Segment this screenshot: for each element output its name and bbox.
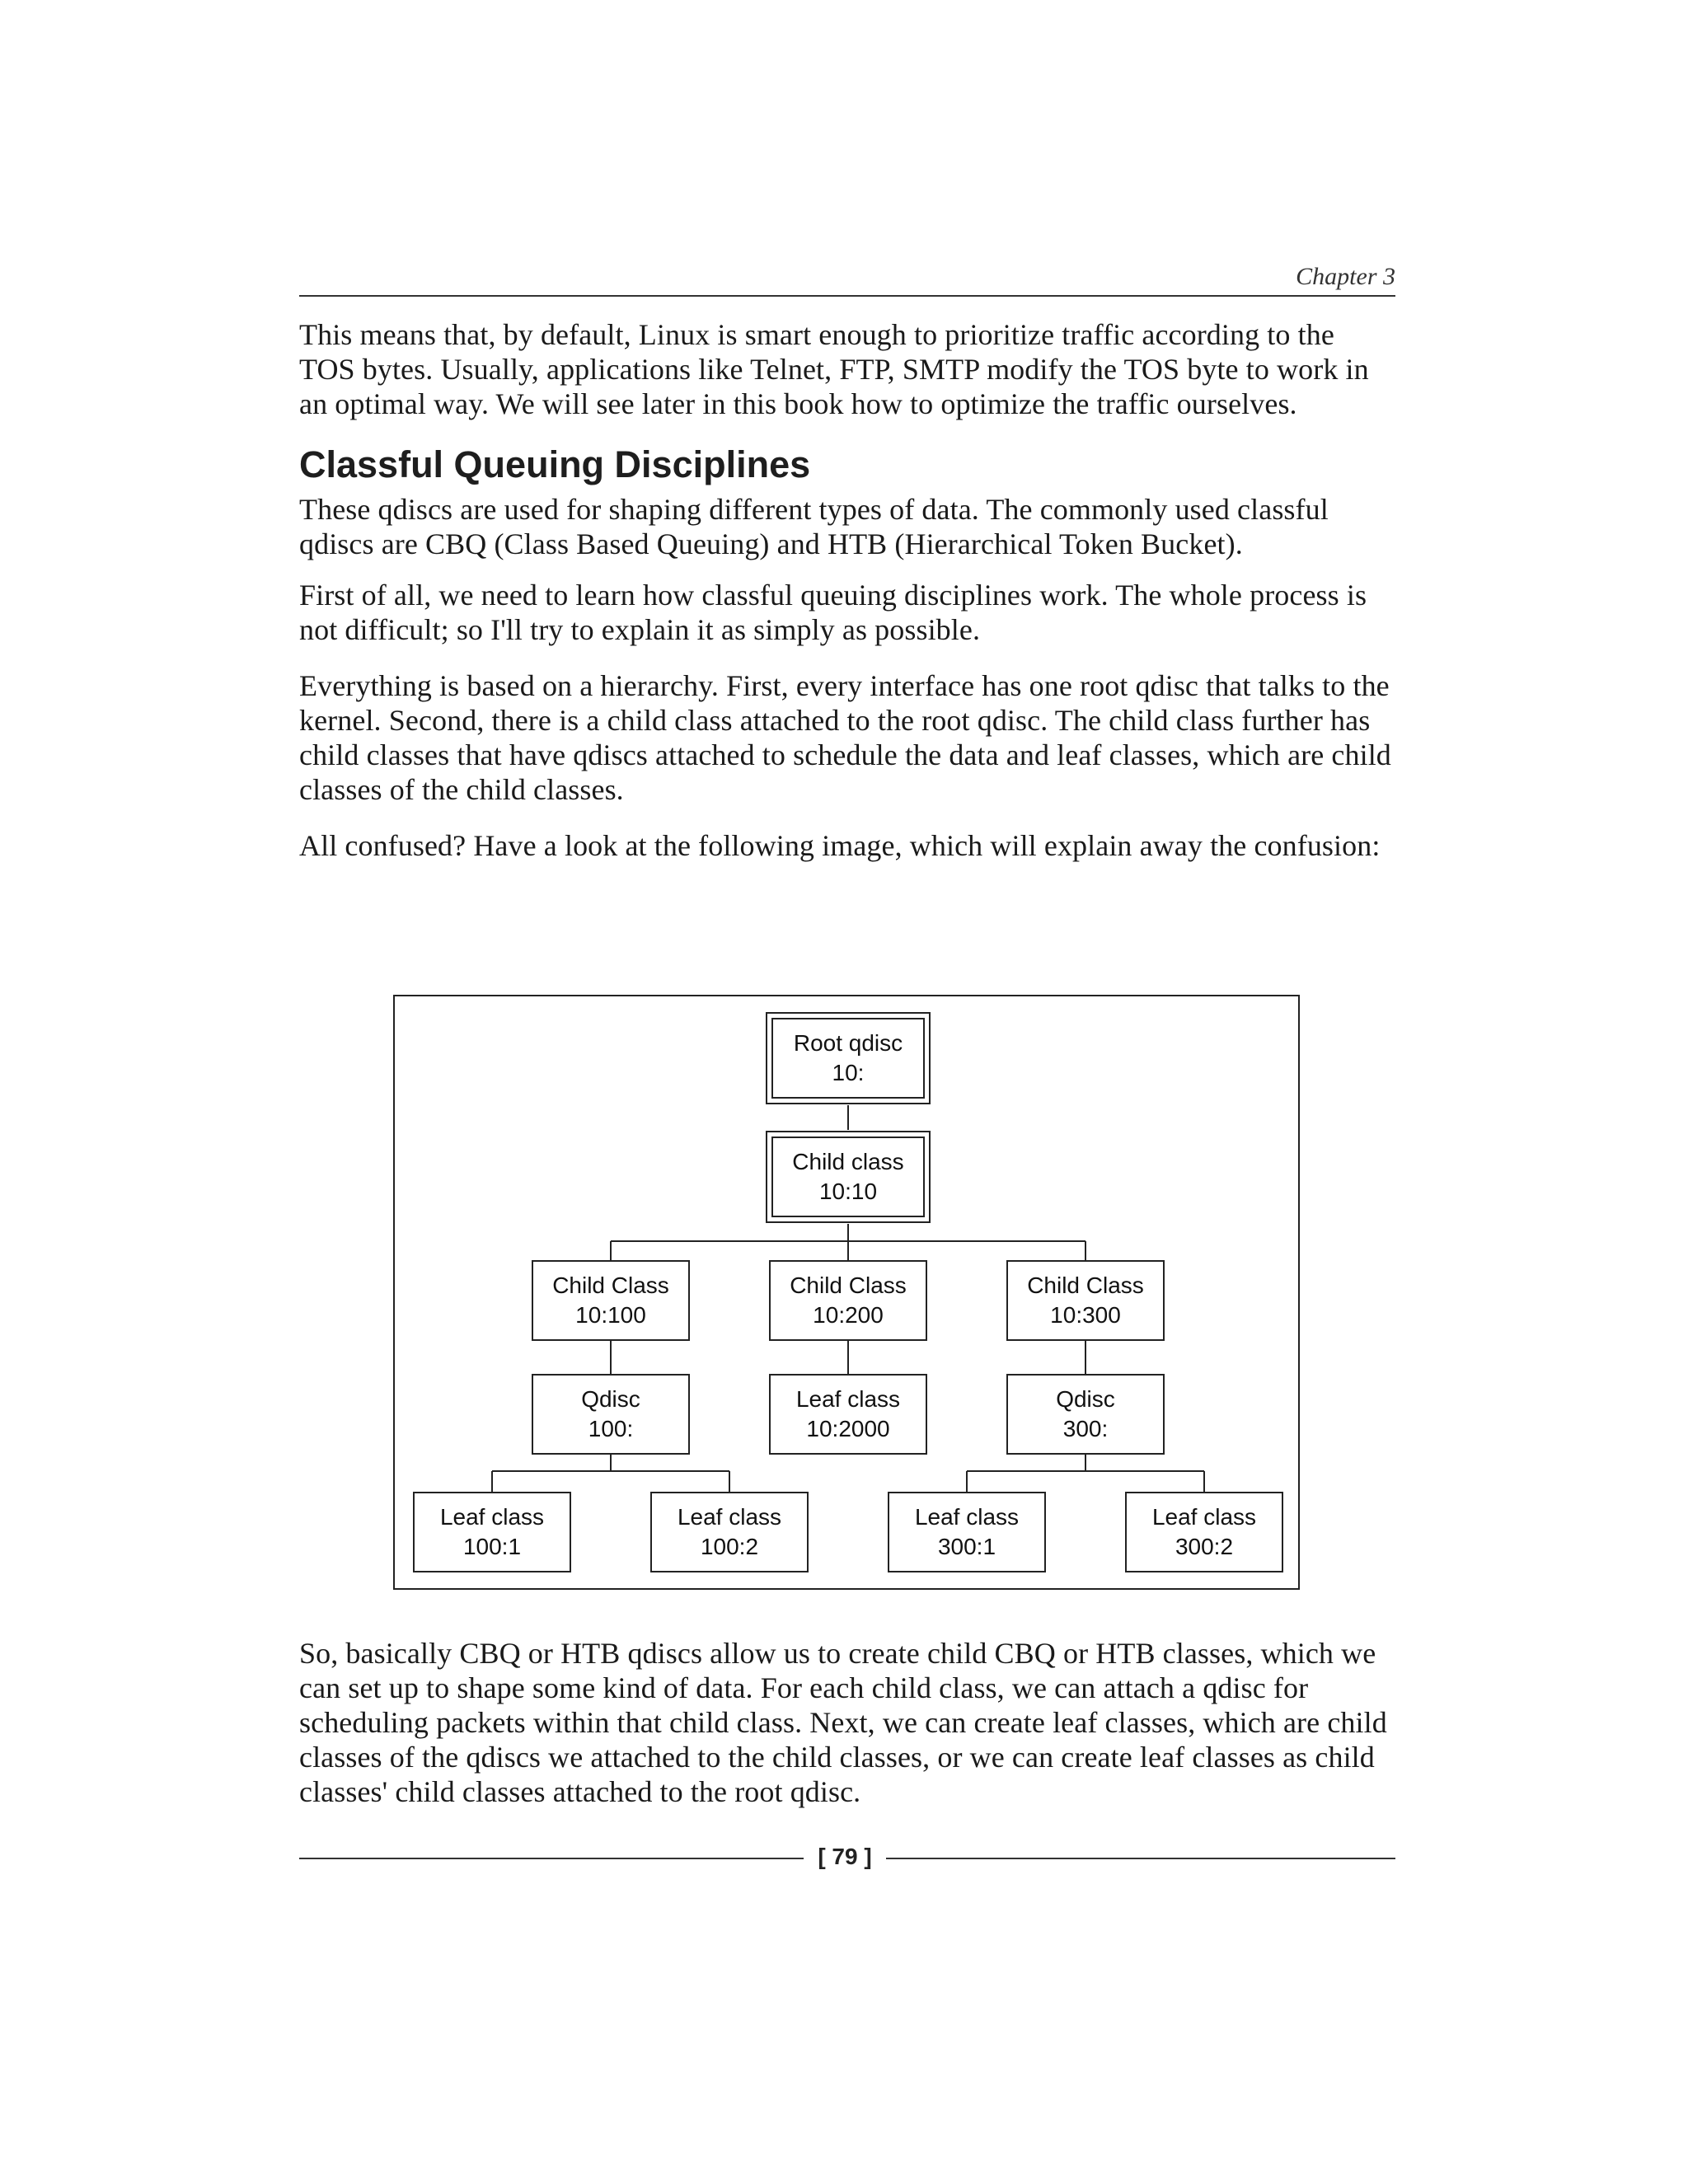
- node-child-class-10-300: Child Class 10:300: [1006, 1260, 1165, 1341]
- paragraph-intro: This means that, by default, Linux is smart enough to prioritize traffic according to the TOS bytes. Usually, applications like Telnet, FTP, SMTP modify the TOS byte to work in an optimal way. We will see later in this book how to optimize the traffic ourselves.: [299, 318, 1369, 420]
- node-child-class-10-200: Child Class 10:200: [769, 1260, 927, 1341]
- page-footer: [299, 1840, 1395, 1873]
- paragraph-2: First of all, we need to learn how classful queuing disciplines work. The whole process is not difficult; so I'll try to explain it as simply as possible.: [299, 579, 1367, 646]
- paragraph-after-figure: So, basically CBQ or HTB qdiscs allow us to create child CBQ or HTB classes, which we can set up to shape some kind of data. For each child class, we can attach a qdisc for scheduling packets within that child class. Next, we can create leaf classes, which are child classes of the qdiscs we attached to the child classes, or we can create leaf classes as child classes' child classes attached to the root qdisc.: [299, 1637, 1387, 1808]
- footer-rule-left: [299, 1858, 804, 1859]
- running-head: Chapter 3: [299, 259, 1395, 297]
- page-number: [ 79 ]: [818, 1844, 872, 1869]
- footer-rule-right: [886, 1858, 1395, 1859]
- section-heading: Classful Queuing Disciplines: [299, 443, 811, 485]
- node-qdisc-300: Qdisc 300:: [1006, 1374, 1165, 1455]
- node-leaf-class-100-1: Leaf class 100:1: [413, 1492, 571, 1572]
- node-leaf-class-100-2: Leaf class 100:2: [650, 1492, 809, 1572]
- node-leaf-class-10-2000: Leaf class 10:2000: [769, 1374, 927, 1455]
- paragraph-3: Everything is based on a hierarchy. First, every interface has one root qdisc that talks to the kernel. Second, there is a child class attached to the root qdisc. The child class further has child classes that have qdiscs attached to schedule the data and leaf classes, which are child classes of the child classes.: [299, 669, 1391, 806]
- node-leaf-class-300-2: Leaf class 300:2: [1125, 1492, 1283, 1572]
- paragraph-4: All confused? Have a look at the following image, which will explain away the confusion:: [299, 829, 1381, 862]
- node-leaf-class-300-1: Leaf class 300:1: [888, 1492, 1046, 1572]
- paragraph-1: These qdiscs are used for shaping different types of data. The commonly used classful qdiscs are CBQ (Class Based Queuing) and HTB (Hierarchical Token Bucket).: [299, 493, 1329, 560]
- node-child-class-10-10: Child class 10:10: [771, 1137, 925, 1217]
- page-content: [299, 317, 1395, 884]
- qdisc-hierarchy-diagram: [393, 995, 1300, 1590]
- node-child-class-10-100: Child Class 10:100: [532, 1260, 690, 1341]
- node-qdisc-100: Qdisc 100:: [532, 1374, 690, 1455]
- page-content-after-figure: [299, 1636, 1395, 1830]
- node-root-qdisc: Root qdisc 10:: [771, 1018, 925, 1099]
